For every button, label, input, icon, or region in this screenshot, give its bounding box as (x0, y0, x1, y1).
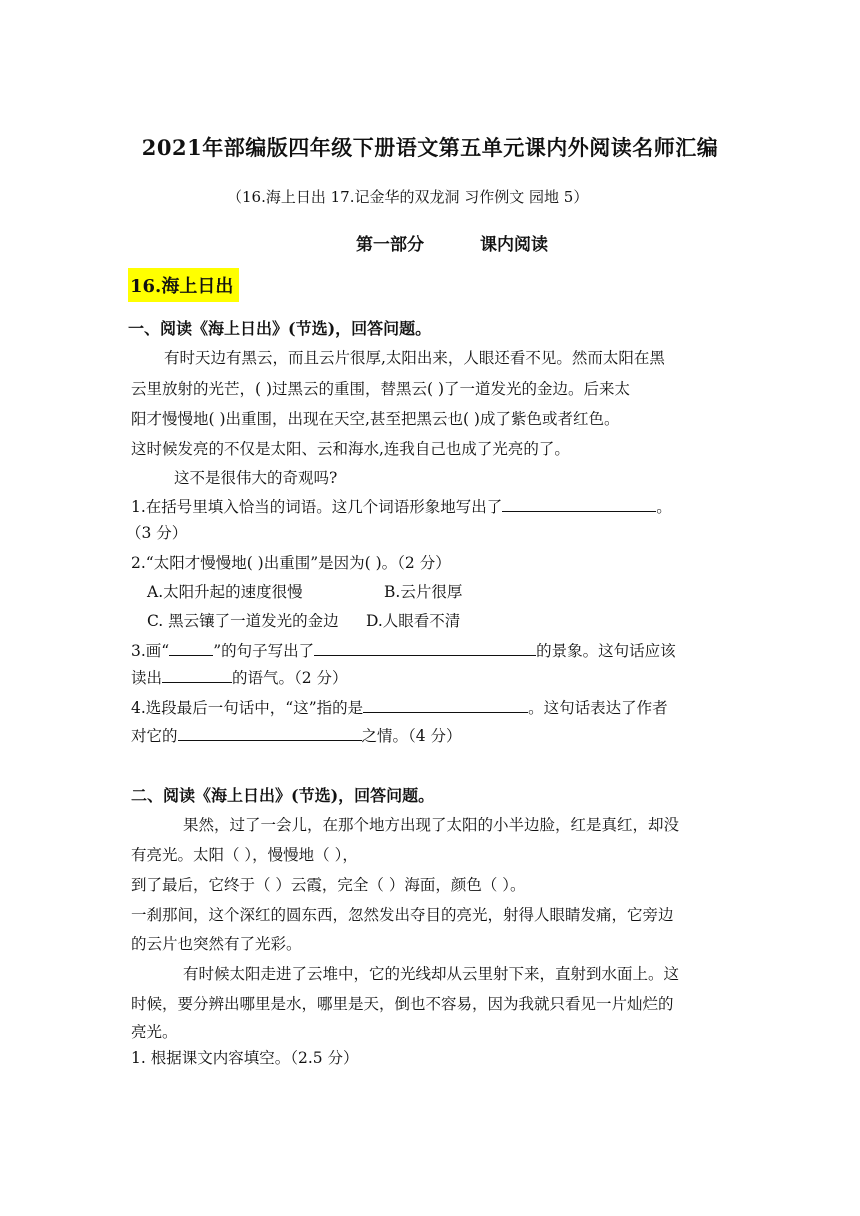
question-3: 3.画“ ”的句子写出了 的景象。这句话应该 (131, 639, 676, 661)
answer-blank[interactable] (162, 666, 232, 683)
section2-passage-line: 时候，要分辨出哪里是水，哪里是天，倒也不容易，因为我就只看见一片灿烂的 (131, 995, 674, 1013)
section2-passage-line: 果然，过了一会儿，在那个地方出现了太阳的小半边脸，红是真红，却没 (183, 816, 680, 834)
answer-blank[interactable] (502, 495, 656, 512)
question-1-score: （3 分） (126, 524, 188, 542)
section1-passage-line: 这时候发亮的不仅是太阳、云和海水,连我自己也成了光亮的了。 (131, 440, 570, 458)
part-name: 课内阅读 (480, 235, 548, 255)
section2-heading: 二、阅读《海上日出》(节选)，回答问题。 (131, 786, 435, 805)
answer-blank[interactable] (363, 696, 528, 713)
section2-passage-line: 的云片也突然有了光彩。 (131, 935, 302, 953)
question-2-option-c: C. 黑云镶了一道发光的金边 (147, 612, 339, 630)
section2-question-1: 1. 根据课文内容填空。（2.5 分） (131, 1049, 359, 1067)
document-title: 2021年部编版四年级下册语文第五单元课内外阅读名师汇编 (141, 135, 719, 160)
document-subtitle: （16.海上日出 17.记金华的双龙洞 习作例文 园地 5） (227, 188, 589, 206)
section1-heading: 一、阅读《海上日出》(节选)，回答问题。 (128, 319, 432, 338)
question-4: 4.选段最后一句话中，“这”指的是 。这句话表达了作者 (131, 696, 668, 718)
lesson-title-highlight: 16.海上日出 (128, 268, 239, 302)
answer-blank[interactable] (169, 639, 213, 656)
question-1: 1.在括号里填入恰当的词语。这几个词语形象地写出了 。 (131, 495, 672, 517)
answer-blank[interactable] (178, 724, 362, 741)
question-3-cont: 读出 的语气。（2 分） (131, 666, 348, 688)
section2-passage-line: 有时候太阳走进了云堆中，它的光线却从云里射下来，直射到水面上。这 (183, 965, 680, 983)
section2-passage-line: 一刹那间，这个深红的圆东西，忽然发出夺目的亮光，射得人眼睛发痛，它旁边 (131, 906, 674, 924)
question-2-option-d: D.人眼看不清 (366, 612, 461, 630)
section2-passage-line: 到了最后，它终于（ ）云霞，完全（ ）海面，颜色（ ）。 (131, 876, 526, 894)
section1-passage-line: 有时天边有黑云，而且云片很厚,太阳出来，人眼还看不见。然而太阳在黑 (164, 349, 665, 367)
section1-passage-line: 这不是很伟大的奇观吗? (174, 469, 338, 487)
section2-passage-line: 有亮光。太阳（ ），慢慢地（ ）， (131, 846, 358, 864)
question-4-cont: 对它的 之情。（4 分） (131, 724, 462, 746)
question-2-option-a: A.太阳升起的速度很慢 (147, 583, 303, 601)
answer-blank[interactable] (314, 639, 536, 656)
section2-passage-line: 亮光。 (131, 1023, 178, 1041)
section1-passage-line: 阳才慢慢地( )出重围，出现在天空,甚至把黑云也( )成了紫色或者红色。 (131, 410, 620, 428)
question-2: 2.“太阳才慢慢地( )出重围”是因为( )。（2 分） (131, 554, 451, 572)
part-heading (356, 230, 548, 255)
part-number: 第一部分 (356, 235, 424, 255)
section1-passage-line: 云里放射的光芒，( )过黑云的重围，替黑云( )了一道发光的金边。后来太 (131, 380, 631, 398)
question-2-option-b: B.云片很厚 (384, 583, 463, 601)
